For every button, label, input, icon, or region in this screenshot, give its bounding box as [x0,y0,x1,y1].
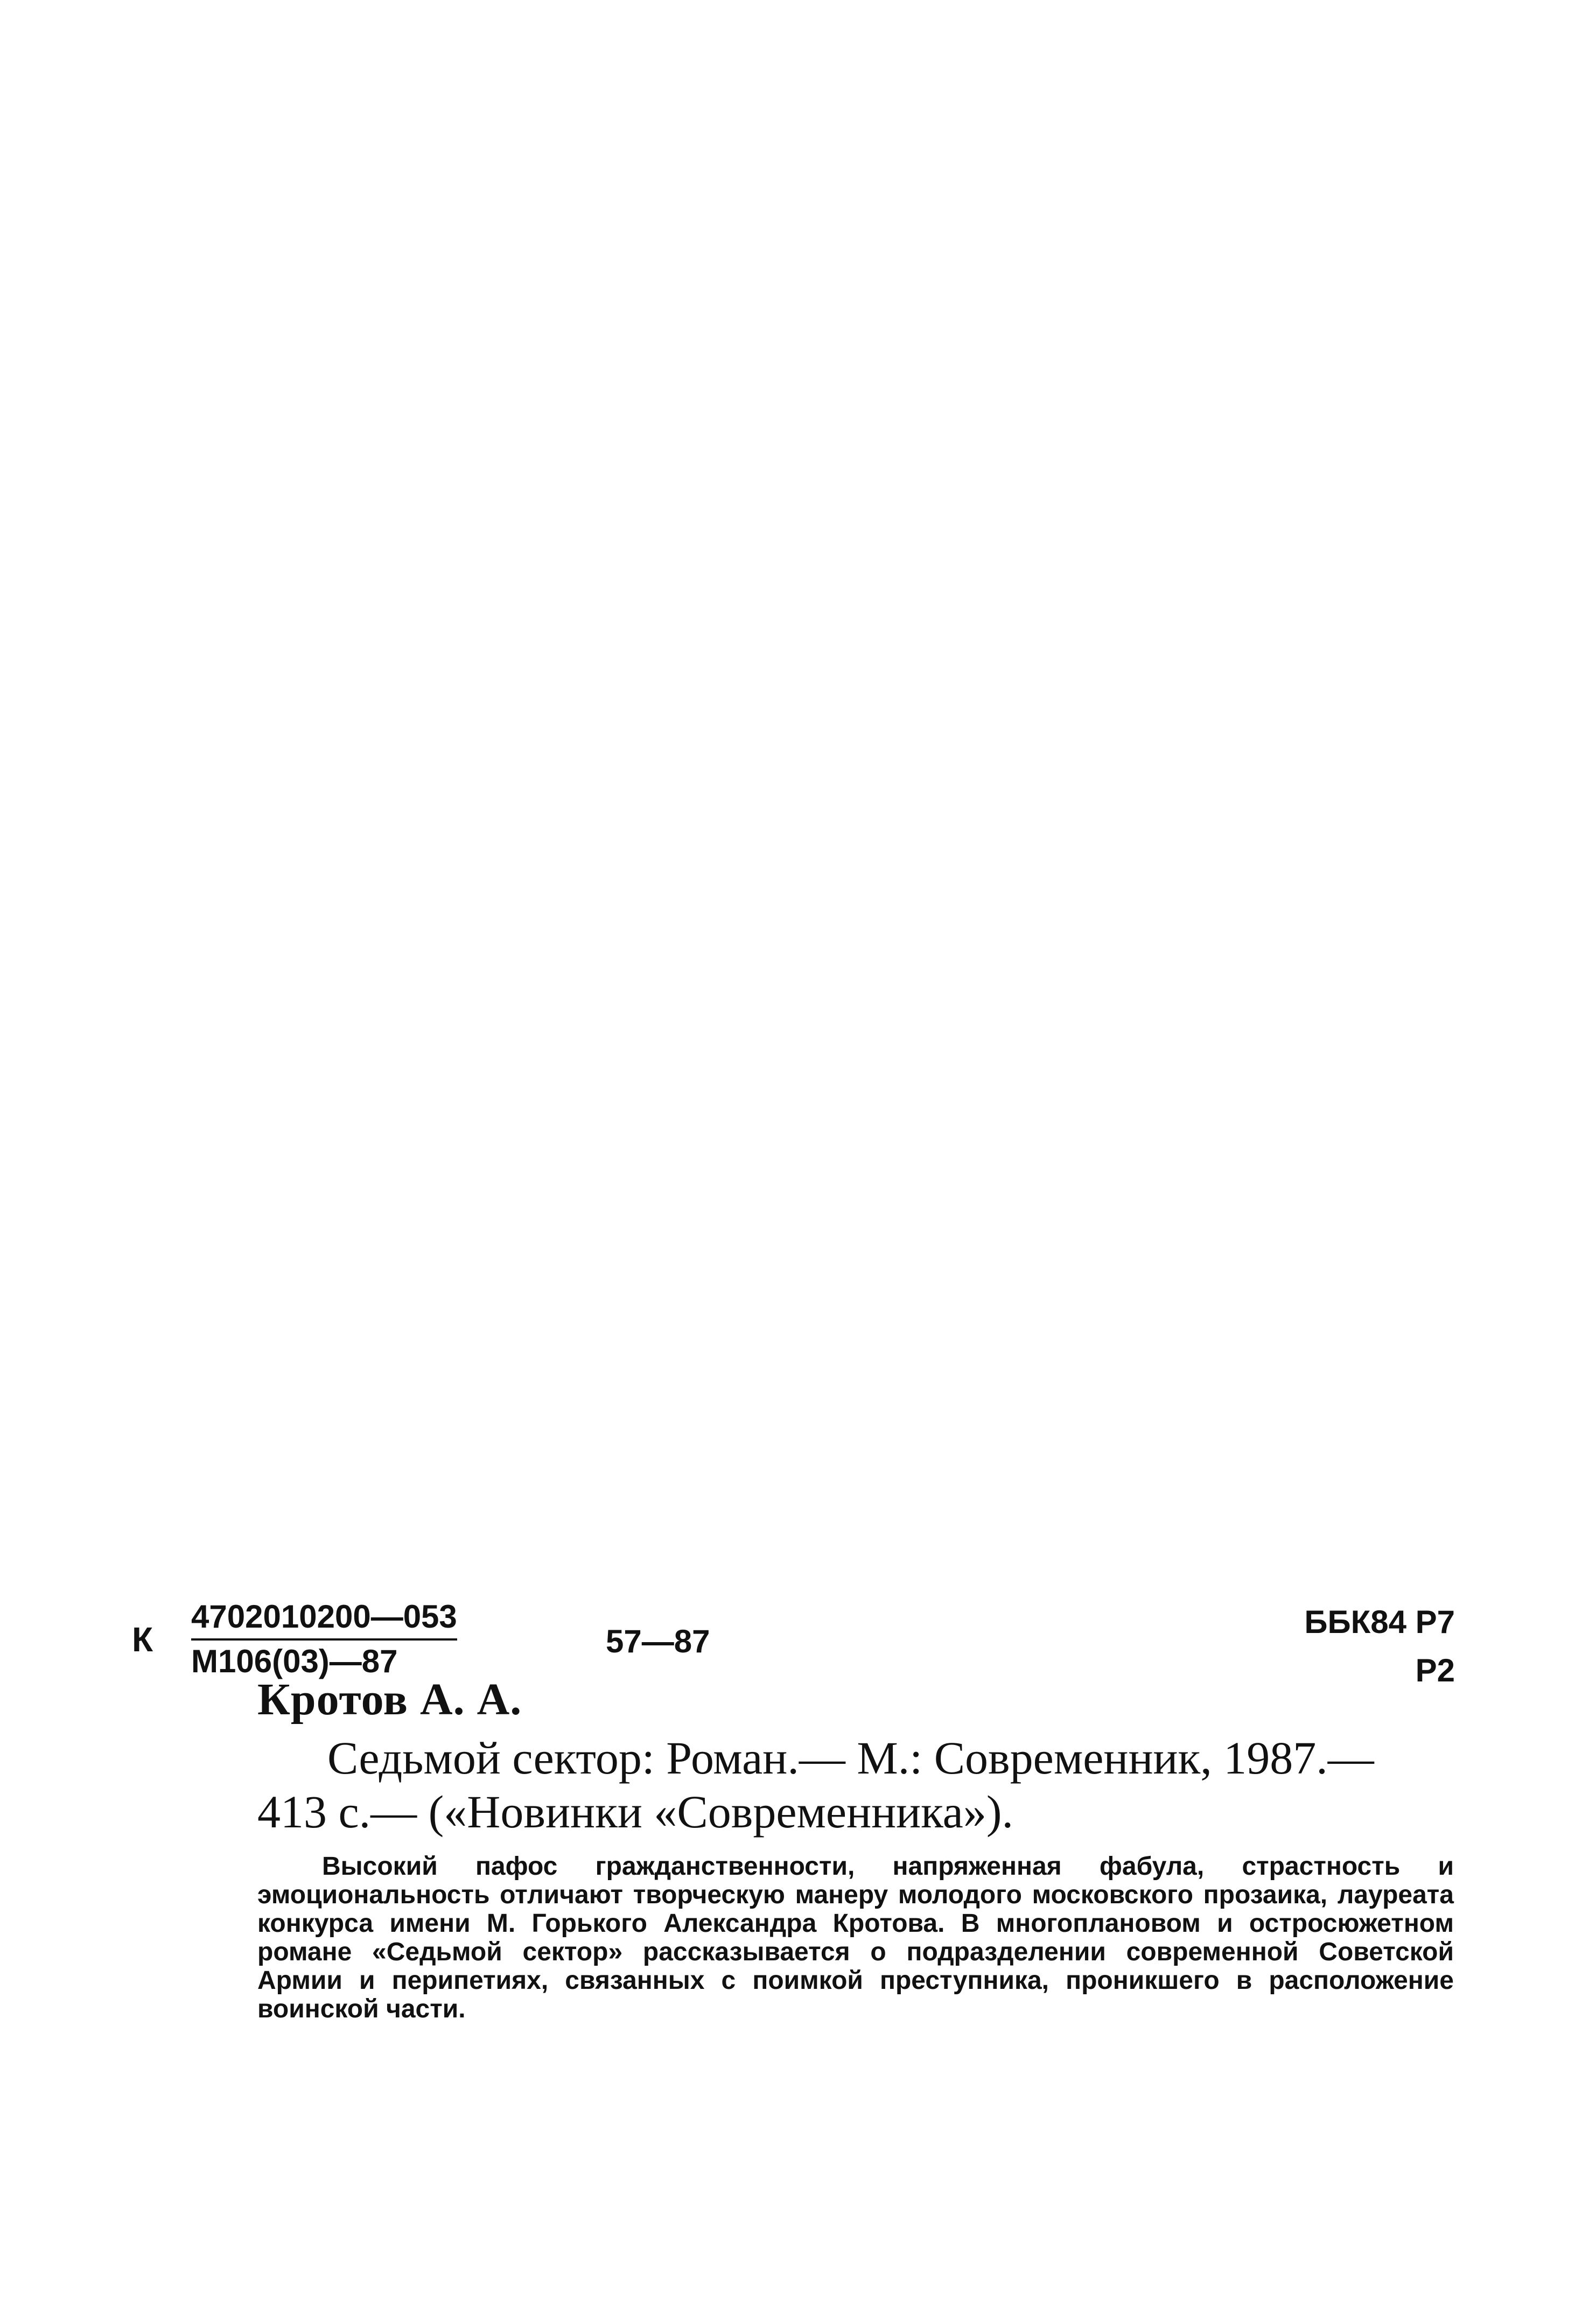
code-tail: 57—87 [606,1623,710,1659]
bibliographic-description [257,1731,1464,1839]
bbk-index [1304,1598,1455,1695]
author-name: Кротов А. А. [257,1674,522,1725]
code-denominator: М106(03)—87 [191,1643,398,1679]
title-line-2: 413 с.— («Новинки «Современника»). [257,1786,1013,1838]
bbk-line-1: ББК84 Р7 [1304,1604,1455,1640]
code-letter: К [132,1620,153,1659]
code-fraction [191,1598,457,1680]
code-numerator: 4702010200—053 [191,1598,457,1641]
bbk-line-2: Р2 [1415,1652,1455,1688]
annotation-text: Высокий пафос гражданственности, напряженная фабула, страстность и эмоциональность отличают творческую манеру молодого московского прозаика, лауреата конкурса имени М. Горького Александра Кротова. В многоплановом и остросюжетном романе «Седьмой сектор» рассказывается о подразделении современной Советской Армии и перипетиях, связанных с поимкой преступника, проникшего в расположение воинской части. [257,1852,1454,2023]
title-line-1: Седьмой сектор: Роман.— М.: Современник, 1987.— [327,1732,1374,1784]
